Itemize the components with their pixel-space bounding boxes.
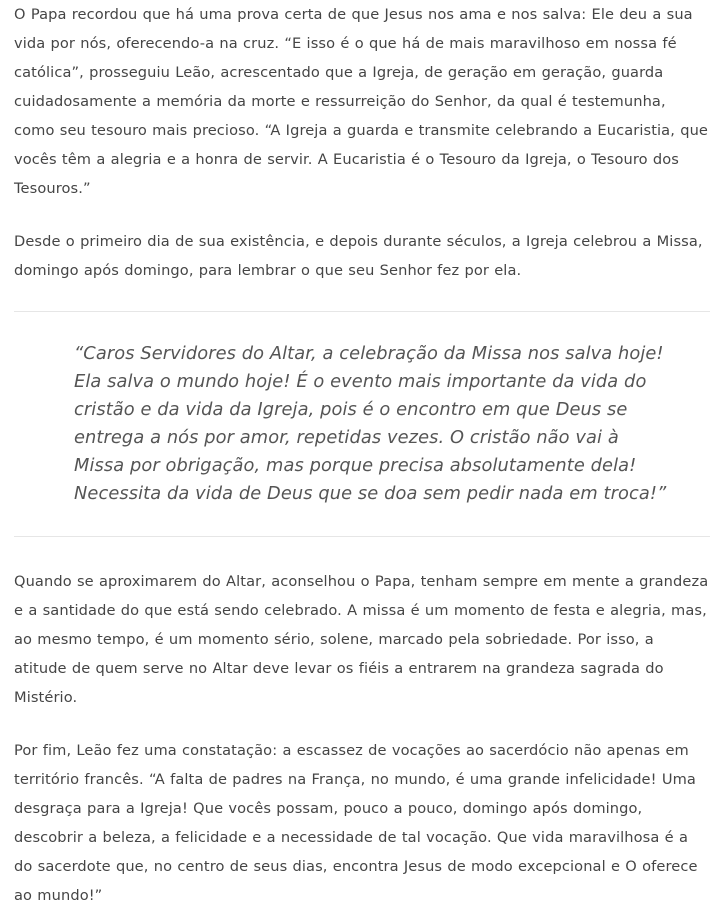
- paragraph-vocations: Por fim, Leão fez uma constatação: a escassez de vocações ao sacerdócio não apenas em território francês. “A falta de padres na França, no mundo, é uma grande infelicidade! Uma desgraça para a Igreja! Que vocês possam, pouco a pouco, domingo após domingo, descobrir a beleza, a felicidade e a necessidade de tal vocação. Que vida maravilhosa é a do sacerdote que, no centro de seus dias, encontra Jesus de modo excepcional e O oferece ao mundo!”: [14, 742, 698, 904]
- pull-quote-text: “Caros Servidores do Altar, a celebração da Missa nos salva hoje! Ela salva o mundo hoje! É o evento mais importante da vida do cristão e da vida da Igreja, pois é o encontro em que Deus se entrega a nós por amor, repetidas vezes. O cristão não vai à Missa por obrigação, mas porque precisa absolutamente dela! Necessita da vida de Deus que se doa sem pedir nada em troca!”: [74, 343, 667, 504]
- paragraph-gap: [14, 203, 710, 227]
- pull-quote: [14, 312, 710, 536]
- paragraph-mass-history: Desde o primeiro dia de sua existência, e depois durante séculos, a Igreja celebrou a Missa, domingo após domingo, para lembrar o que seu Senhor fez por ela.: [14, 233, 703, 279]
- paragraph-cross: O Papa recordou que há uma prova certa de que Jesus nos ama e nos salva: Ele deu a sua vida por nós, oferecendo-a na cruz. “E isso é o que há de mais maravilhoso em nossa fé católica”, prosseguiu Leão, acrescentado que a Igreja, de geração em geração, guarda cuidadosamente a memória da morte e ressurreição do Senhor, da qual é testemunha, como seu tesouro mais precioso. “A Igreja a guarda e transmite celebrando a Eucaristia, que vocês têm a alegria e a honra de servir. A Eucaristia é o Tesouro da Igreja, o Tesouro dos Tesouros.”: [14, 6, 708, 197]
- paragraph-gap: [14, 712, 710, 736]
- paragraph-altar: Quando se aproximarem do Altar, aconselhou o Papa, tenham sempre em mente a grandeza e a santidade do que está sendo celebrado. A missa é um momento de festa e alegria, mas, ao mesmo tempo, é um momento sério, solene, marcado pela sobriedade. Por isso, a atitude de quem serve no Altar deve levar os fiéis a entrarem na grandeza sagrada do Mistério.: [14, 573, 709, 706]
- paragraph-gap: [14, 285, 710, 311]
- paragraph-gap: [14, 537, 710, 567]
